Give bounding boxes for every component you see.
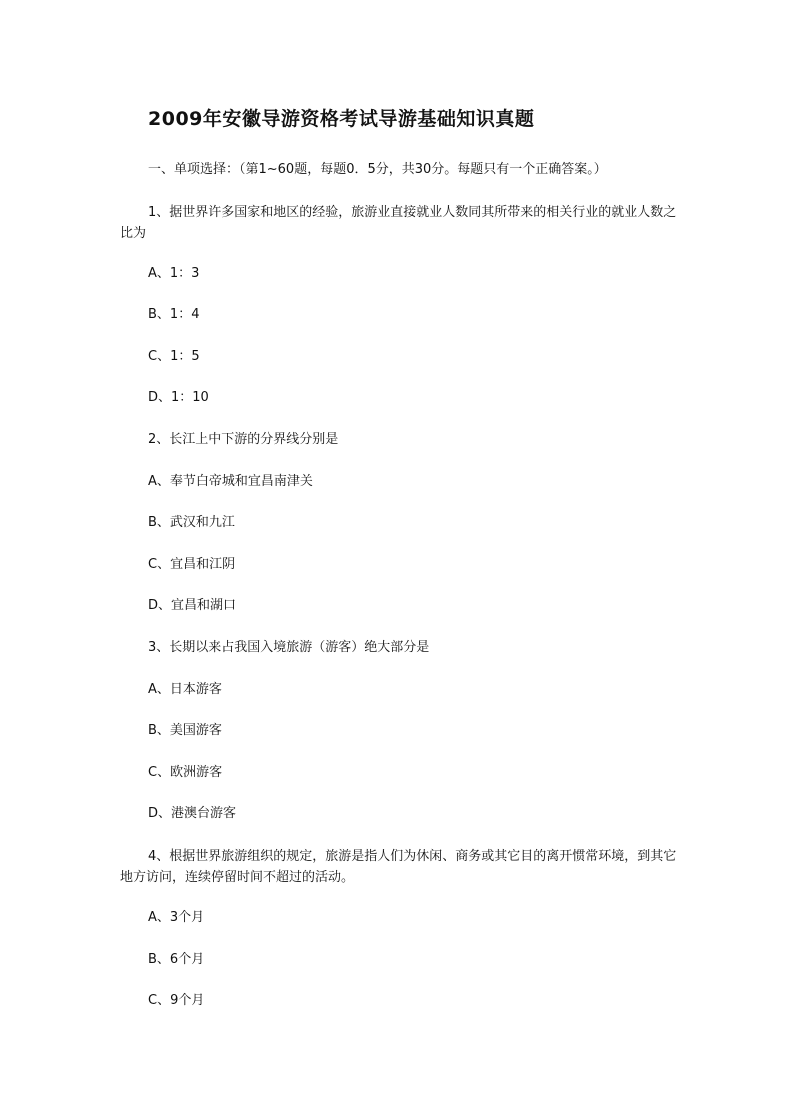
question-1-option-c: C、1：5 [148,349,200,364]
question-2-option-c: C、宜昌和江阴 [148,557,236,572]
question-3-option-c: C、欧洲游客 [148,765,223,780]
question-4-stem: 4、根据世界旅游组织的规定，旅游是指人们为休闲、商务或其它目的离开惯常环境，到其它地方访问，连续停留时间不超过的活动。 [120,849,677,885]
question-2-stem: 2、长江上中下游的分界线分别是 [148,432,339,447]
question-2-option-d: D、宜昌和湖口 [148,598,237,613]
section-heading: 一、单项选择：（第1~60题，每题0．5分，共30分。每题只有一个正确答案。） [148,162,607,177]
question-1-option-a: A、1：3 [148,266,200,281]
question-2-option-b: B、武汉和九江 [148,515,235,530]
document-title: 2009年安徽导游资格考试导游基础知识真题 [148,108,535,130]
question-4-option-c: C、9个月 [148,993,205,1008]
question-3-option-d: D、港澳台游客 [148,806,237,821]
question-1-option-d: D、1：10 [148,390,209,405]
question-3-option-b: B、美国游客 [148,723,222,738]
question-3-option-a: A、日本游客 [148,682,222,697]
question-4-option-a: A、3个月 [148,910,205,925]
question-2-option-a: A、奉节白帝城和宜昌南津关 [148,474,313,489]
question-3-stem: 3、长期以来占我国入境旅游（游客）绝大部分是 [148,640,430,655]
question-1-stem: 1、据世界许多国家和地区的经验，旅游业直接就业人数同其所带来的相关行业的就业人数之比为 [120,205,677,241]
question-1-option-b: B、1：4 [148,307,200,322]
question-4-option-b: B、6个月 [148,952,205,967]
